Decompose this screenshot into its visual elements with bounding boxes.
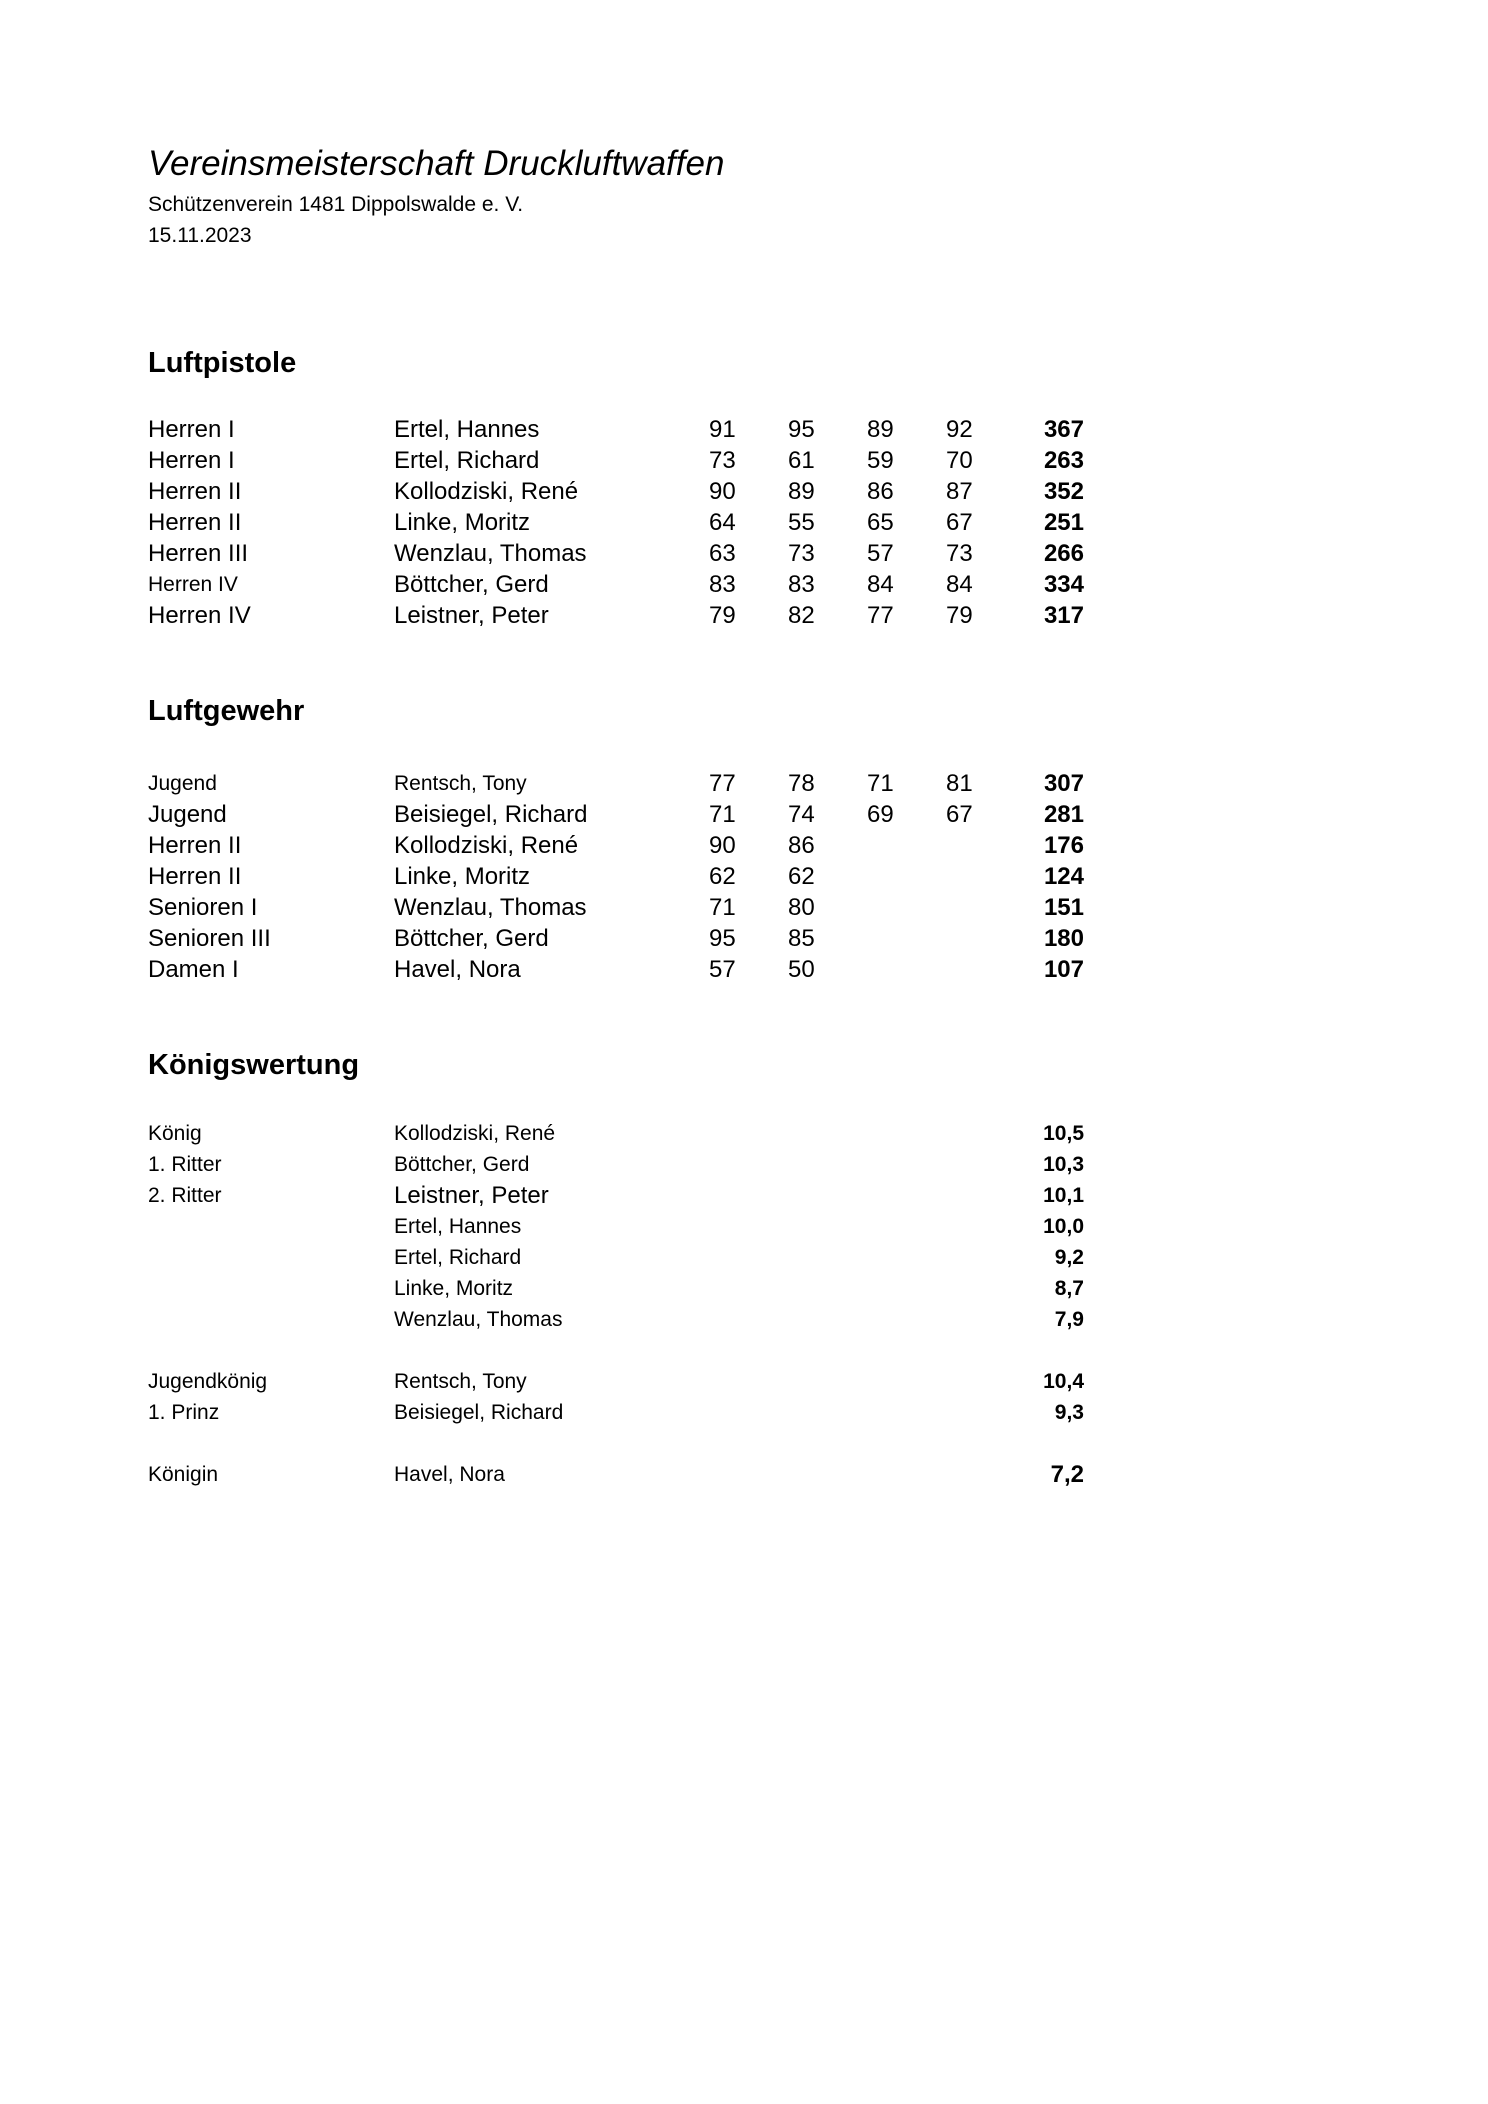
table-row xyxy=(0,600,1488,631)
total-cell: 352 xyxy=(1043,478,1084,505)
section-heading-koenigswertung: Königswertung xyxy=(148,1049,360,1081)
score-cell: 9,2 xyxy=(1054,1246,1084,1269)
section-heading-luftpistole: Luftpistole xyxy=(148,347,297,379)
name-cell: Böttcher, Gerd xyxy=(394,571,549,598)
name-cell: Beisiegel, Richard xyxy=(394,1401,564,1424)
score-cell: 10,3 xyxy=(1043,1153,1084,1176)
ranking-row xyxy=(0,1118,1488,1149)
title-cell: 1. Ritter xyxy=(148,1153,222,1176)
series-2-cell: 61 xyxy=(788,447,815,474)
total-cell: 251 xyxy=(1043,509,1084,536)
name-cell: Böttcher, Gerd xyxy=(394,1153,530,1176)
score-cell: 10,4 xyxy=(1043,1370,1084,1393)
name-cell: Kollodziski, René xyxy=(394,1122,556,1145)
table-row xyxy=(0,892,1488,923)
name-cell: Leistner, Peter xyxy=(394,602,549,629)
table-row xyxy=(0,476,1488,507)
class-cell: Herren II xyxy=(148,509,242,536)
class-cell: Senioren III xyxy=(148,925,271,952)
table-row xyxy=(0,768,1488,799)
series-3-cell: 77 xyxy=(867,602,894,629)
name-cell: Wenzlau, Thomas xyxy=(394,894,587,921)
score-cell: 10,1 xyxy=(1043,1184,1084,1207)
ranking-row xyxy=(0,1273,1488,1304)
series-3-cell: 86 xyxy=(867,478,894,505)
title-cell: 1. Prinz xyxy=(148,1401,220,1424)
series-1-cell: 91 xyxy=(709,416,736,443)
name-cell: Linke, Moritz xyxy=(394,509,531,536)
series-4-cell: 67 xyxy=(946,509,973,536)
name-cell: Wenzlau, Thomas xyxy=(394,1308,563,1331)
name-cell: Havel, Nora xyxy=(394,956,521,983)
ranking-row xyxy=(0,1242,1488,1273)
series-3-cell: 69 xyxy=(867,801,894,828)
total-cell: 281 xyxy=(1043,801,1084,828)
ranking-row xyxy=(0,1211,1488,1242)
series-2-cell: 95 xyxy=(788,416,815,443)
series-4-cell: 81 xyxy=(946,770,973,797)
total-cell: 307 xyxy=(1043,770,1084,797)
series-4-cell: 79 xyxy=(946,602,973,629)
total-cell: 151 xyxy=(1043,894,1084,921)
class-cell: Damen I xyxy=(148,956,239,983)
total-cell: 334 xyxy=(1043,571,1084,598)
class-cell: Herren II xyxy=(148,863,242,890)
score-cell: 7,9 xyxy=(1054,1308,1084,1331)
series-1-cell: 71 xyxy=(709,801,736,828)
series-1-cell: 90 xyxy=(709,832,736,859)
title-cell: Königin xyxy=(148,1463,219,1486)
series-3-cell: 59 xyxy=(867,447,894,474)
name-cell: Leistner, Peter xyxy=(394,1182,549,1209)
name-cell: Böttcher, Gerd xyxy=(394,925,549,952)
series-1-cell: 62 xyxy=(709,863,736,890)
class-cell: Herren I xyxy=(148,416,235,443)
ranking-row xyxy=(0,1397,1488,1428)
name-cell: Havel, Nora xyxy=(394,1463,505,1486)
score-cell: 10,0 xyxy=(1043,1215,1084,1238)
table-row xyxy=(0,923,1488,954)
series-1-cell: 77 xyxy=(709,770,736,797)
series-2-cell: 55 xyxy=(788,509,815,536)
total-cell: 317 xyxy=(1043,602,1084,629)
ranking-row xyxy=(0,1180,1488,1211)
series-1-cell: 64 xyxy=(709,509,736,536)
class-cell: Jugend xyxy=(148,772,217,795)
series-4-cell: 87 xyxy=(946,478,973,505)
series-2-cell: 83 xyxy=(788,571,815,598)
series-1-cell: 73 xyxy=(709,447,736,474)
score-cell: 9,3 xyxy=(1054,1401,1084,1424)
series-4-cell: 67 xyxy=(946,801,973,828)
series-2-cell: 74 xyxy=(788,801,815,828)
score-cell: 10,5 xyxy=(1043,1122,1084,1145)
table-row xyxy=(0,799,1488,830)
score-cell: 8,7 xyxy=(1054,1277,1084,1300)
class-cell: Herren III xyxy=(148,540,249,567)
table-row xyxy=(0,861,1488,892)
series-1-cell: 63 xyxy=(709,540,736,567)
series-2-cell: 86 xyxy=(788,832,815,859)
name-cell: Ertel, Hannes xyxy=(394,1215,522,1238)
total-cell: 107 xyxy=(1043,956,1084,983)
series-4-cell: 70 xyxy=(946,447,973,474)
total-cell: 367 xyxy=(1043,416,1084,443)
name-cell: Linke, Moritz xyxy=(394,1277,514,1300)
series-1-cell: 95 xyxy=(709,925,736,952)
ranking-row xyxy=(0,1304,1488,1335)
series-2-cell: 62 xyxy=(788,863,815,890)
score-cell: 7,2 xyxy=(1050,1461,1084,1488)
club-name: Schützenverein 1481 Dippolswalde e. V. xyxy=(148,193,524,216)
series-3-cell: 65 xyxy=(867,509,894,536)
total-cell: 176 xyxy=(1043,832,1084,859)
class-cell: Herren II xyxy=(148,832,242,859)
series-4-cell: 73 xyxy=(946,540,973,567)
series-3-cell: 89 xyxy=(867,416,894,443)
total-cell: 266 xyxy=(1043,540,1084,567)
class-cell: Senioren I xyxy=(148,894,258,921)
name-cell: Rentsch, Tony xyxy=(394,1370,527,1393)
class-cell: Herren IV xyxy=(148,602,251,629)
class-cell: Jugend xyxy=(148,801,227,828)
series-2-cell: 50 xyxy=(788,956,815,983)
title-cell: König xyxy=(148,1122,202,1145)
series-2-cell: 85 xyxy=(788,925,815,952)
series-2-cell: 82 xyxy=(788,602,815,629)
name-cell: Kollodziski, René xyxy=(394,832,579,859)
name-cell: Wenzlau, Thomas xyxy=(394,540,587,567)
name-cell: Ertel, Richard xyxy=(394,1246,522,1269)
event-date: 15.11.2023 xyxy=(148,224,252,247)
name-cell: Beisiegel, Richard xyxy=(394,801,588,828)
total-cell: 180 xyxy=(1043,925,1084,952)
series-2-cell: 78 xyxy=(788,770,815,797)
series-1-cell: 79 xyxy=(709,602,736,629)
class-cell: Herren I xyxy=(148,447,235,474)
series-2-cell: 73 xyxy=(788,540,815,567)
series-1-cell: 71 xyxy=(709,894,736,921)
series-4-cell: 92 xyxy=(946,416,973,443)
series-2-cell: 80 xyxy=(788,894,815,921)
series-2-cell: 89 xyxy=(788,478,815,505)
series-3-cell: 57 xyxy=(867,540,894,567)
class-cell: Herren II xyxy=(148,478,242,505)
name-cell: Kollodziski, René xyxy=(394,478,579,505)
table-row xyxy=(0,414,1488,445)
table-row xyxy=(0,830,1488,861)
ranking-row xyxy=(0,1366,1488,1397)
name-cell: Linke, Moritz xyxy=(394,863,531,890)
title-cell: Jugendkönig xyxy=(148,1370,268,1393)
series-3-cell: 84 xyxy=(867,571,894,598)
table-row xyxy=(0,507,1488,538)
table-row xyxy=(0,538,1488,569)
total-cell: 263 xyxy=(1043,447,1084,474)
name-cell: Rentsch, Tony xyxy=(394,772,527,795)
series-1-cell: 57 xyxy=(709,956,736,983)
series-3-cell: 71 xyxy=(867,770,894,797)
series-4-cell: 84 xyxy=(946,571,973,598)
table-row xyxy=(0,954,1488,985)
ranking-row xyxy=(0,1459,1488,1490)
series-1-cell: 90 xyxy=(709,478,736,505)
table-row xyxy=(0,569,1488,600)
ranking-row xyxy=(0,1149,1488,1180)
total-cell: 124 xyxy=(1043,863,1084,890)
class-cell: Herren IV xyxy=(148,573,238,596)
section-heading-luftgewehr: Luftgewehr xyxy=(148,695,305,727)
name-cell: Ertel, Richard xyxy=(394,447,540,474)
document-title: Vereinsmeisterschaft Druckluftwaffen xyxy=(148,144,725,183)
title-cell: 2. Ritter xyxy=(148,1184,222,1207)
table-row xyxy=(0,445,1488,476)
name-cell: Ertel, Hannes xyxy=(394,416,540,443)
series-1-cell: 83 xyxy=(709,571,736,598)
